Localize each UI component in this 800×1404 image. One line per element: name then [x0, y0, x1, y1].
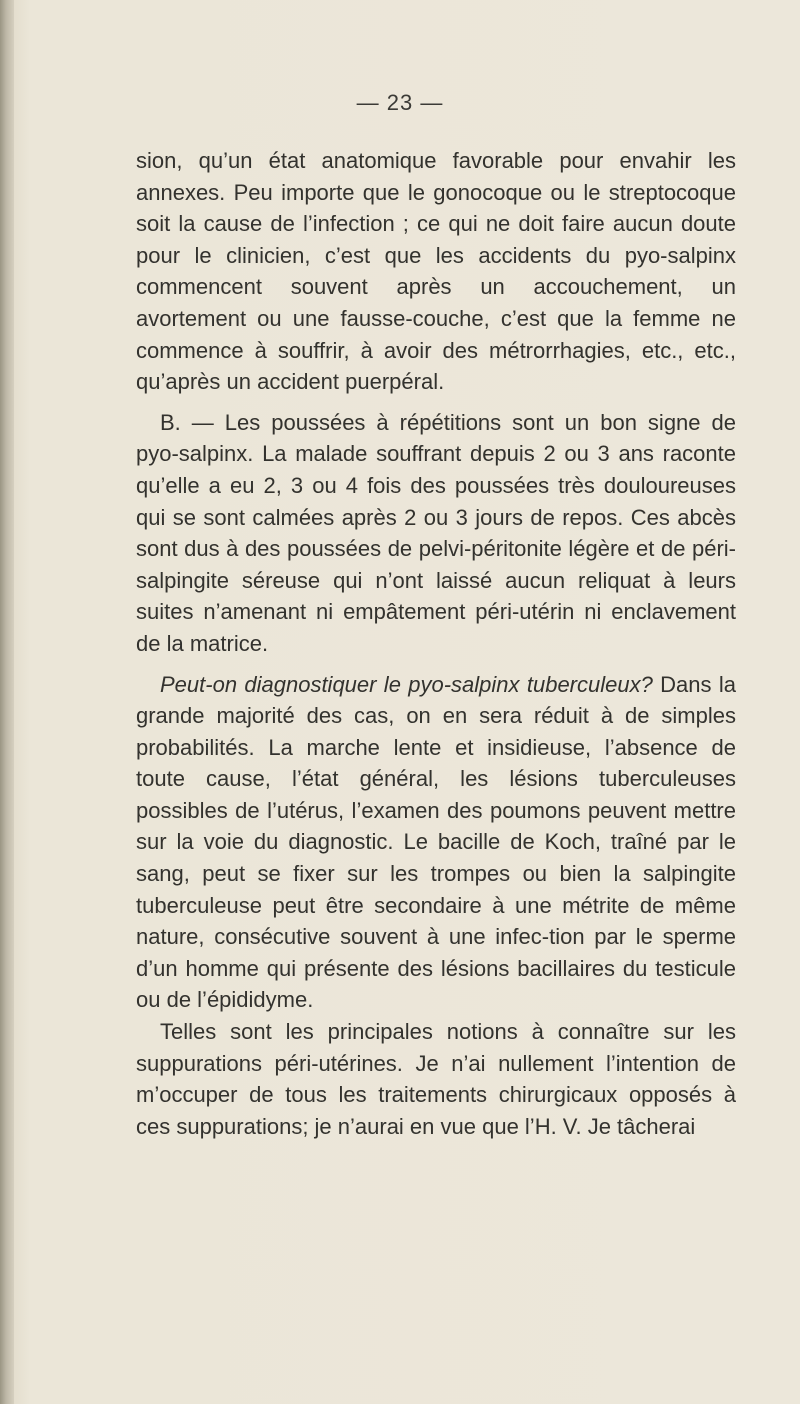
paragraph-2 [136, 407, 736, 660]
paragraph-1 [136, 145, 736, 398]
page-number: — 23 — [356, 90, 444, 115]
paragraph-3-text: Dans la grande majorité des cas, on en sera réduit à de simples probabilités. La marche lente et insidieuse, l’absence de toute cause, l’état général, les lésions tuberculeuses possibles de l’utérus, l’examen des poumons peuvent mettre sur la voie du diagnostic. Le bacille de Koch, traîné par le sang, peut se fixer sur les trompes ou bien la salpingite tuberculeuse peut être secondaire à une métrite de même nature, consécutive souvent à une infec-tion par le sperme d’un homme qui présente des lésions bacillaires du testicule ou de l’épididyme. [136, 671, 736, 1013]
paragraph-2-text: B. — Les poussées à répétitions sont un bon signe de pyo-salpinx. La malade souffrant depuis 2 ou 3 ans raconte qu’elle a eu 2, 3 ou 4 fois des poussées très douloureuses qui se sont calmées après 2 ou 3 jours de repos. Ces abcès sont dus à des poussées de pelvi-péritonite légère et de péri-salpingite séreuse qui n’ont laissé aucun reliquat à leurs suites n’amenant ni empâtement péri-utérin ni enclavement de la matrice. [136, 409, 736, 656]
paragraph-4 [136, 1016, 736, 1142]
page-spine-shadow [0, 0, 14, 1404]
paragraph-1-text: sion, qu’un état anatomique favorable pour envahir les annexes. Peu importe que le gonocoque ou le streptocoque soit la cause de l’infection ; ce qui ne doit faire aucun doute pour le clinicien, c’est que les accidents du pyo-salpinx commencent souvent après un accouchement, un avortement ou une fausse-couche, c’est que la femme ne commence à souffrir, à avoir des métrorrhagies, etc., etc., qu’après un accident puerpéral. [136, 148, 736, 395]
paragraph-3-italic-question: Peut-on diagnostiquer le pyo-salpinx tuberculeux? [160, 671, 653, 697]
body-text [136, 145, 736, 1142]
paragraph-4-text: Telles sont les principales notions à connaître sur les suppurations péri-utérines. Je n’ai nullement l’intention de m’occuper de tous les traitements chirurgicaux opposés à ces suppurations; je n’aurai en vue que l’H. V. Je tâcherai [136, 1019, 736, 1139]
paragraph-3 [136, 669, 736, 1017]
